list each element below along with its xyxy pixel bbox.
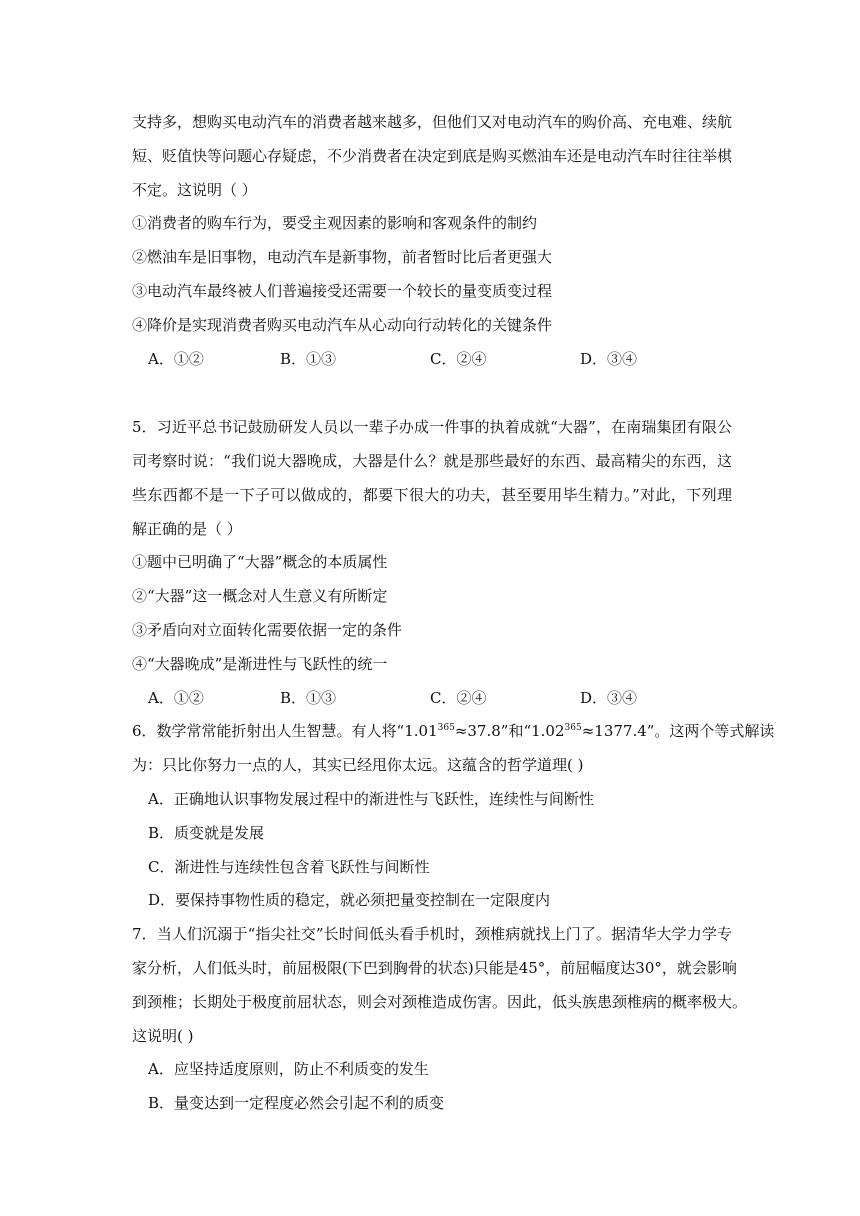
- q5-option-a: A．①②: [148, 689, 204, 707]
- q6-option-a: A．正确地认识事物发展过程中的渐进性与飞跃性，连续性与间断性: [148, 790, 594, 808]
- q6-option-c: C．渐进性与连续性包含着飞跃性与间断性: [148, 858, 430, 876]
- q5-stem-line-3: 些东西都不是一下子可以做成的，都要下很大的功夫，甚至要用毕生精力。”对此，下列理: [132, 486, 732, 504]
- q4-option-b: B．①③: [280, 350, 337, 368]
- q4-option-a: A．①②: [148, 350, 204, 368]
- q7-stem-line-4: 这说明( ): [132, 1027, 194, 1045]
- q4-stem-line-3: 不定。这说明（ ）: [132, 181, 257, 199]
- q7-option-b: B．量变达到一定程度必然会引起不利的质变: [148, 1094, 445, 1112]
- q6-stem-text-1: 6．数学常常能折射出人生智慧。有人将“1.01: [132, 722, 438, 740]
- q7-stem-line-3: 到颈椎；长期处于极度前屈状态，则会对颈椎造成伤害。因此，低头族患颈椎病的概率极大。: [132, 993, 748, 1011]
- q6-exponent-1: 365: [437, 723, 455, 733]
- q4-statement-4: ④降价是实现消费者购买电动汽车从心动向行动转化的关键条件: [132, 316, 553, 334]
- q5-stem-line-4: 解正确的是（ ）: [132, 520, 242, 538]
- q5-option-c: C．②④: [430, 689, 487, 707]
- q6-exponent-2: 365: [564, 723, 582, 733]
- q7-stem-line-1: 7．当人们沉溺于“指尖社交”长时间低头看手机时，颈椎病就找上门了。据清华大学力学专: [132, 925, 732, 943]
- q5-statement-1: ①题中已明确了“大器”概念的本质属性: [132, 553, 388, 571]
- q4-option-c: C．②④: [430, 350, 487, 368]
- q5-stem-line-2: 司考察时说：“我们说大器晚成，大器是什么？就是那些最好的东西、最高精尖的东西，这: [132, 452, 732, 470]
- q4-stem-line-1: 支持多，想购买电动汽车的消费者越来越多，但他们又对电动汽车的购价高、充电难、续航: [132, 113, 733, 131]
- q6-stem-text-2: ≈37.8”和“1.02: [454, 722, 565, 740]
- q6-stem-line-1: [132, 721, 775, 741]
- q4-stem-line-2: 短、贬值快等问题心存疑虑，不少消费者在决定到底是购买燃油车还是电动汽车时往往举棋: [132, 147, 733, 165]
- q6-stem-line-2: 为：只比你努力一点的人，其实已经甩你太远。这蕴含的哲学道理( ): [132, 756, 584, 774]
- q5-option-b: B．①③: [280, 689, 337, 707]
- q6-option-d: D．要保持事物性质的稳定，就必须把量变控制在一定限度内: [148, 891, 551, 909]
- q4-option-d: D．③④: [580, 350, 638, 368]
- q4-statement-1: ①消费者的购车行为，要受主观因素的影响和客观条件的制约: [132, 214, 538, 232]
- q7-stem-line-2: 家分析，人们低头时，前屈极限(下巴到胸骨的状态)只能是45°，前屈幅度达30°，就会影响: [132, 959, 737, 977]
- q5-statement-2: ②“大器”这一概念对人生意义有所断定: [132, 587, 388, 605]
- q7-option-a: A．应坚持适度原则，防止不利质变的发生: [148, 1060, 429, 1078]
- q5-statement-4: ④“大器晚成”是渐进性与飞跃性的统一: [132, 655, 388, 673]
- q5-stem-line-1: 5．习近平总书记鼓励研发人员以一辈子办成一件事的执着成就“大器”，在南瑞集团有限公: [132, 418, 732, 436]
- q4-statement-2: ②燃油车是旧事物，电动汽车是新事物，前者暂时比后者更强大: [132, 248, 553, 266]
- q4-statement-3: ③电动汽车最终被人们普遍接受还需要一个较长的量变质变过程: [132, 282, 553, 300]
- q6-option-b: B．质变就是发展: [148, 824, 265, 842]
- q5-statement-3: ③矛盾向对立面转化需要依据一定的条件: [132, 621, 403, 639]
- q6-stem-text-3: ≈1377.4”。这两个等式解读: [581, 722, 775, 740]
- q5-option-d: D．③④: [580, 689, 638, 707]
